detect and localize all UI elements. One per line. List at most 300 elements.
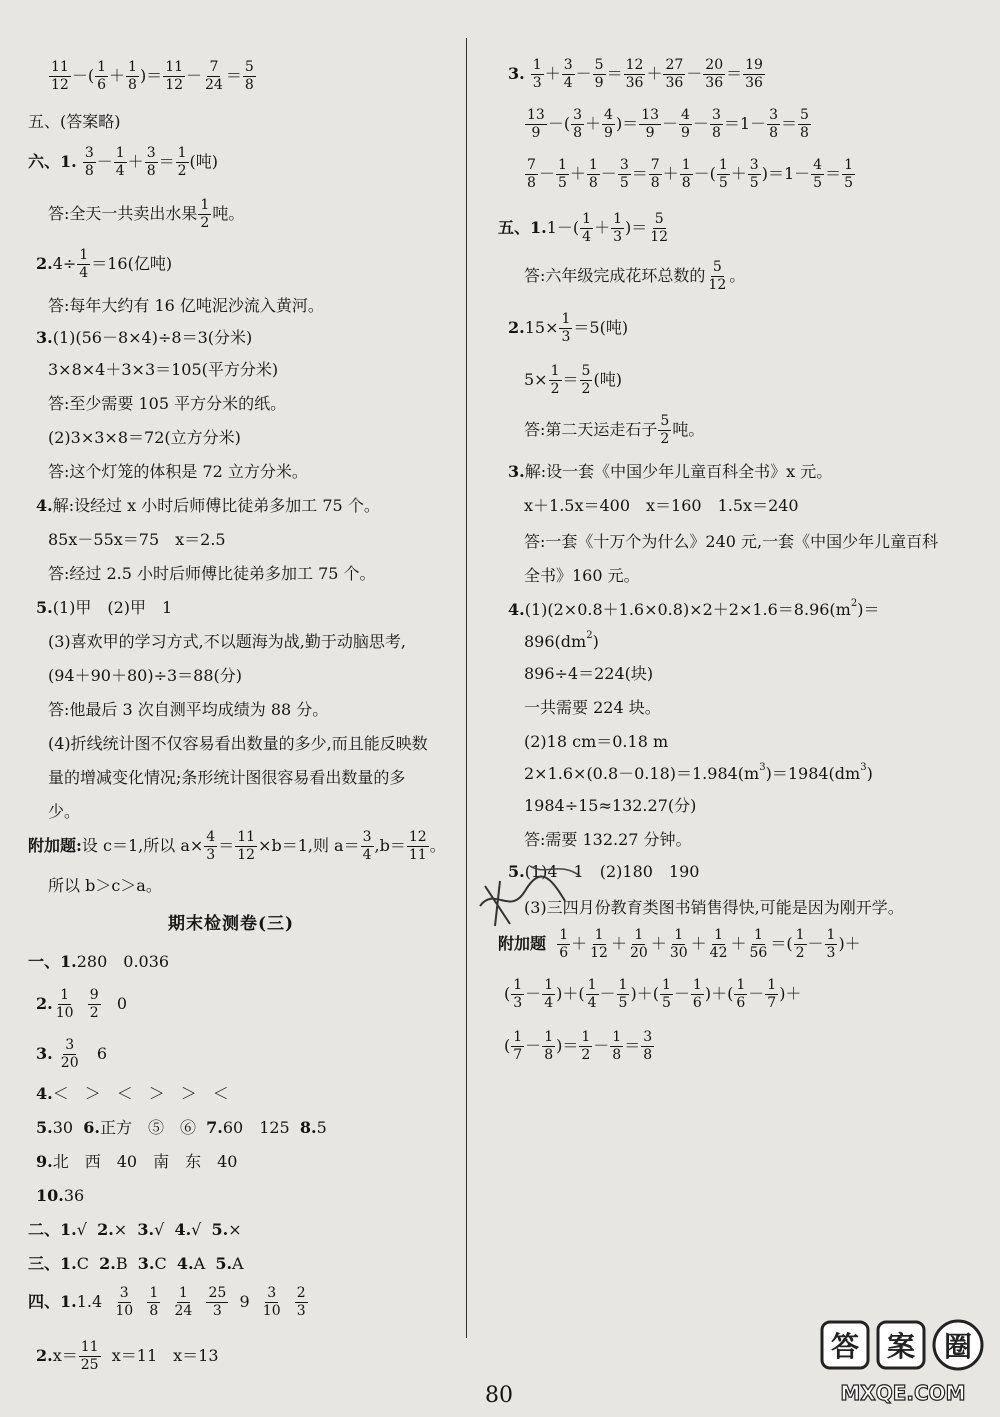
expr — [530, 58, 766, 91]
text: ＜ ＞ ＜ ＞ ＞ ＜ — [52, 1084, 229, 1103]
text: √ — [154, 1220, 165, 1239]
fraction: $\frac{1}{30}$ — [669, 926, 688, 961]
expr-token: ＝ — [781, 114, 798, 133]
text: (吨) — [593, 370, 622, 389]
fraction — [78, 1340, 102, 1373]
expr-token: ＋ — [610, 933, 627, 953]
fraction: $\frac{3}{4}$ — [362, 828, 372, 863]
fraction: $\frac{3}{20}$ — [60, 1036, 79, 1071]
text: 答:第二天运走石子 — [524, 420, 658, 439]
superscript: 2 — [586, 630, 593, 641]
line-r16: 一共需要 224 块。 — [524, 698, 661, 717]
line-r04 — [498, 210, 671, 245]
fraction: $\frac{11}{12}$ — [237, 828, 256, 863]
text: 吨。 — [672, 420, 705, 439]
text: (1)甲 (2)甲 1 — [52, 598, 173, 617]
fraction: $\frac{1}{2}$ — [177, 144, 187, 179]
fraction: $\frac{13}{9}$ — [527, 106, 545, 141]
expr-token: )＋( — [630, 984, 659, 1003]
item-label: 附加题: — [28, 836, 82, 855]
fraction — [87, 988, 102, 1021]
fraction: $\frac{5}{8}$ — [800, 106, 809, 141]
item-label: 四、1. — [28, 1292, 77, 1311]
expr-token: －( — [71, 66, 95, 85]
text: A — [232, 1254, 244, 1273]
fraction: $\frac{1}{24}$ — [174, 1284, 193, 1319]
item-label: 2. — [36, 254, 53, 273]
fraction: $\frac{3}{8}$ — [146, 144, 156, 179]
line-r09 — [508, 460, 832, 484]
line-l22 — [28, 828, 446, 863]
item-label: 2. — [36, 1346, 53, 1365]
page-number: 80 — [485, 1383, 513, 1408]
fraction: $\frac{1}{3}$ — [532, 56, 542, 91]
fraction: $\frac{25}{3}$ — [208, 1284, 227, 1319]
expr-token: ＋ — [662, 164, 679, 183]
expr-token: ( — [504, 984, 511, 1003]
fraction — [548, 364, 563, 397]
expr-token: ＝( — [770, 933, 793, 953]
item-label: 五、1. — [498, 218, 547, 237]
expr-token: ＋ — [127, 151, 144, 171]
fraction: $\frac{4}{9}$ — [604, 106, 613, 141]
fraction — [579, 364, 594, 397]
line-l16: (3)喜欢甲的学习方式,不以题海为战,勤于动脑思考, — [48, 632, 406, 651]
expr-token: ＋ — [585, 114, 602, 133]
fraction: $\frac{27}{36}$ — [665, 56, 684, 91]
fraction — [205, 1286, 229, 1319]
fraction: $\frac{19}{36}$ — [745, 56, 763, 91]
text: )＝1984(dm — [765, 764, 861, 783]
fraction: $\frac{1}{8}$ — [149, 1284, 159, 1319]
line-l08: 3×8×4＋3×3＝105(平方分米) — [48, 360, 279, 379]
fraction: $\frac{1}{5}$ — [557, 156, 567, 191]
superscript: 3 — [860, 762, 867, 773]
text: x＝ — [52, 1346, 78, 1365]
text: 1.4 — [76, 1292, 103, 1311]
expr-token: ＋ — [730, 933, 747, 953]
text: ×b＝1,则 a＝ — [258, 836, 360, 855]
item-label: 4. — [36, 1084, 53, 1103]
watermark-char-1: 答 — [830, 1330, 860, 1363]
expr-token: － — [686, 63, 703, 83]
line-l04 — [48, 196, 245, 231]
text: 吨。 — [212, 204, 245, 223]
line-l24 — [28, 950, 169, 974]
item-label: 4. — [174, 1220, 192, 1239]
fraction: $\frac{1}{5}$ — [618, 976, 628, 1011]
fraction: $\frac{13}{9}$ — [641, 106, 660, 141]
text: 896(dm — [524, 632, 587, 651]
item-label: 4. — [176, 1254, 194, 1273]
expr-token: － — [593, 1036, 610, 1055]
line-r12: 全书》160 元。 — [524, 566, 640, 585]
watermark-char-2: 案 — [886, 1330, 916, 1363]
expr-token: ＋ — [109, 66, 126, 85]
line-l14: 答:经过 2.5 小时后师傅比徒弟多加工 75 个。 — [48, 564, 376, 583]
expr-token: )＋ — [779, 984, 802, 1003]
fraction: $\frac{11}{25}$ — [80, 1338, 99, 1373]
item-label: 5. — [508, 862, 525, 881]
item-label: 9. — [36, 1152, 53, 1171]
expr-token: － — [96, 151, 113, 171]
fraction: $\frac{12}{36}$ — [625, 56, 644, 91]
text: (1)4 1 (2)180 190 — [524, 862, 700, 881]
expr-token: － — [525, 984, 542, 1003]
fraction: $\frac{3}{4}$ — [563, 56, 573, 91]
expr-token: ＝ — [624, 1036, 641, 1055]
item-label: 5. — [211, 1220, 229, 1239]
item-label: 2. — [36, 994, 53, 1013]
fraction — [53, 988, 77, 1021]
line-r13 — [508, 598, 879, 622]
fraction: $\frac{12}{11}$ — [408, 828, 427, 863]
item-label: 2. — [508, 318, 525, 337]
fraction: $\frac{3}{8}$ — [711, 106, 721, 141]
fraction: $\frac{1}{7}$ — [513, 1028, 523, 1063]
fraction: $\frac{5}{12}$ — [650, 210, 669, 245]
text: × — [228, 1220, 242, 1239]
expr-token: (吨) — [189, 151, 219, 171]
text: C — [76, 1254, 89, 1273]
fraction: $\frac{3}{8}$ — [573, 106, 582, 141]
fraction: $\frac{1}{4}$ — [582, 210, 592, 245]
fraction: $\frac{1}{42}$ — [709, 926, 728, 961]
line-r05 — [524, 258, 746, 293]
fraction: $\frac{1}{6}$ — [736, 976, 746, 1011]
line-l32 — [28, 1252, 244, 1276]
text: 解:设经过 x 小时后师傅比徒弟多加工 75 个。 — [52, 496, 380, 515]
line-r08 — [524, 412, 705, 447]
watermark-logo-icon — [818, 1318, 988, 1408]
line-l20: 量的增减变化情况;条形统计图很容易看出数量的多 — [48, 768, 406, 787]
fraction: $\frac{1}{3}$ — [826, 926, 836, 961]
expr-token: ＋ — [730, 164, 747, 183]
item-label: 附加题 — [498, 934, 547, 953]
fraction: $\frac{1}{5}$ — [718, 156, 728, 191]
expr-token: ＝1－ — [723, 114, 767, 133]
section-title: 期末检测卷(三) — [168, 914, 295, 934]
line-r17: (2)18 cm＝0.18 m — [524, 732, 669, 751]
text: C — [154, 1254, 167, 1273]
expr-token: － — [575, 63, 592, 83]
line-l27 — [36, 1082, 229, 1106]
text: 4÷ — [52, 254, 77, 273]
line-l19: (4)折线统计图不仅容易看出数量的多少,而且能反映数 — [48, 734, 428, 753]
line-l06: 答:每年大约有 16 亿吨泥沙流入黄河。 — [48, 296, 324, 315]
line-l33 — [28, 1284, 309, 1319]
line-l15 — [36, 596, 172, 620]
item-label: 5. — [36, 598, 53, 617]
fraction: $\frac{7}{24}$ — [205, 58, 223, 93]
text: 答:六年级完成花环总数的 — [524, 266, 706, 285]
column-divider — [466, 38, 467, 1338]
text: B — [115, 1254, 128, 1273]
line-r19: 1984÷15≈132.27(分) — [524, 796, 697, 815]
item-label: 3. — [36, 328, 53, 347]
text: 2×1.6×(0.8－0.18)＝1.984(m — [524, 764, 760, 783]
text: √ — [191, 1220, 202, 1239]
item-label: 三、1. — [28, 1254, 77, 1273]
fraction: $\frac{1}{10}$ — [55, 986, 74, 1021]
expr-token: ＝ — [726, 63, 743, 83]
line-l17: (94＋90＋80)÷3＝88(分) — [48, 666, 242, 685]
line-l23: 所以 b＞c＞a。 — [48, 876, 162, 895]
text: 60 125 — [222, 1118, 290, 1137]
fraction — [705, 260, 729, 293]
superscript: 2 — [850, 598, 858, 609]
item-label: 4. — [36, 496, 53, 515]
fraction: $\frac{1}{2}$ — [795, 926, 805, 961]
fraction: $\frac{3}{8}$ — [84, 144, 94, 179]
watermark-domain: MXQE.COM — [840, 1381, 966, 1405]
expr-token: － — [692, 114, 709, 133]
expr-token: )＋( — [704, 984, 734, 1003]
line-l11: 答:这个灯笼的体积是 72 立方分米。 — [48, 462, 308, 481]
expr-token: ＋ — [594, 217, 611, 237]
text: ＝ — [218, 836, 235, 855]
expr-token: )＝ — [625, 217, 648, 237]
item-label: 8. — [299, 1118, 317, 1137]
text: 解:设一套《中国少年儿童百科全书》x 元。 — [524, 462, 833, 481]
line-l12 — [36, 494, 380, 518]
text: 北 西 40 南 东 40 — [52, 1152, 238, 1171]
fraction: $\frac{1}{8}$ — [128, 58, 137, 93]
line-l03 — [28, 144, 219, 179]
fraction — [146, 1286, 161, 1319]
expr-token: ＋ — [569, 164, 586, 183]
line-r10: x＋1.5x＝400 x＝160 1.5x＝240 — [524, 496, 799, 515]
line-r03 — [524, 156, 856, 191]
expr-token: － — [538, 164, 555, 183]
expr-token: － — [673, 984, 690, 1003]
fraction: $\frac{3}{10}$ — [262, 1284, 281, 1319]
fraction — [197, 198, 212, 231]
fraction: $\frac{1}{8}$ — [681, 156, 691, 191]
fraction — [58, 1038, 82, 1071]
expr-token: ＝ — [606, 63, 623, 83]
item-label: 6. — [83, 1118, 100, 1137]
fraction: $\frac{1}{5}$ — [844, 156, 854, 191]
item-label: 5. — [215, 1254, 233, 1273]
item-label: 3. — [508, 64, 525, 83]
line-l30 — [36, 1184, 84, 1208]
text: 设 c＝1,所以 a× — [81, 836, 204, 855]
expr-token: ＝ — [825, 164, 842, 183]
text: A — [193, 1254, 206, 1273]
expr-token: ＝ — [158, 151, 175, 171]
expr — [82, 146, 218, 179]
line-r11: 答:一套《十万个为什么》240 元,一套《中国少年儿童百科 — [524, 532, 939, 551]
expr-token: － — [748, 984, 765, 1003]
fraction: $\frac{5}{2}$ — [660, 412, 670, 447]
expr — [556, 928, 861, 961]
text: 30 — [52, 1118, 74, 1137]
fraction — [406, 830, 430, 863]
text: 15× — [524, 318, 559, 337]
text: 5 — [316, 1118, 327, 1137]
fraction: $\frac{1}{4}$ — [79, 246, 89, 281]
fraction: $\frac{1}{3}$ — [513, 976, 523, 1011]
line-r24 — [504, 976, 802, 1011]
fraction — [294, 1286, 309, 1319]
fraction: $\frac{1}{5}$ — [661, 976, 671, 1011]
item-label: 7. — [206, 1118, 223, 1137]
line-l29 — [36, 1150, 237, 1174]
fraction: $\frac{1}{2}$ — [200, 196, 210, 231]
fraction: $\frac{7}{8}$ — [527, 156, 536, 191]
fraction — [171, 1286, 195, 1319]
line-l28 — [36, 1116, 327, 1140]
fraction — [203, 830, 218, 863]
expr-token: )＝ — [556, 1036, 579, 1055]
fraction — [76, 248, 91, 281]
item-label: 5. — [36, 1118, 53, 1137]
fraction: $\frac{3}{8}$ — [643, 1028, 653, 1063]
fraction: $\frac{1}{6}$ — [97, 58, 106, 93]
line-r15: 896÷4＝224(块) — [524, 664, 654, 683]
line-l18: 答:他最后 3 次自测平均成绩为 88 分。 — [48, 700, 329, 719]
text: (1)(56－8×4)÷8＝3(分米) — [52, 328, 253, 347]
line-r07 — [524, 362, 622, 397]
fraction: $\frac{1}{20}$ — [629, 926, 648, 961]
item-label: 一、1. — [28, 952, 77, 971]
fraction — [260, 1286, 284, 1319]
fraction: $\frac{1}{56}$ — [749, 926, 768, 961]
line-r14 — [524, 630, 599, 654]
fraction: $\frac{1}{8}$ — [544, 1028, 554, 1063]
fraction: $\frac{1}{2}$ — [581, 1028, 591, 1063]
text: ,b＝ — [374, 836, 406, 855]
line-l09: 答:至少需要 105 平方分米的纸。 — [48, 394, 287, 413]
line-r18 — [524, 762, 873, 786]
expr-token: －( — [693, 164, 716, 183]
expr-token: － — [186, 66, 203, 85]
fraction: $\frac{20}{36}$ — [705, 56, 724, 91]
text: )＝ — [857, 600, 880, 619]
fraction: $\frac{3}{10}$ — [115, 1284, 134, 1319]
line-r25 — [504, 1028, 655, 1063]
fraction: $\frac{1}{3}$ — [613, 210, 623, 245]
superscript: 3 — [759, 762, 766, 773]
line-l31 — [28, 1218, 242, 1242]
item-label: 4. — [508, 600, 525, 619]
expr-token: )＋ — [838, 933, 861, 953]
line-r20: 答:需要 132.27 分钟。 — [524, 830, 692, 849]
fraction: $\frac{1}{4}$ — [544, 976, 554, 1011]
fraction: $\frac{5}{8}$ — [244, 58, 254, 93]
text: 36 — [63, 1186, 85, 1205]
line-l25 — [36, 986, 128, 1021]
line-l02: 五、(答案略) — [28, 112, 121, 131]
fraction: $\frac{5}{12}$ — [708, 258, 727, 293]
expr-token: )＝ — [139, 66, 163, 85]
line-r02 — [524, 106, 812, 141]
text: ) — [866, 764, 873, 783]
expr-token: － — [525, 1036, 542, 1055]
fraction: $\frac{1}{2}$ — [550, 362, 560, 397]
fraction: $\frac{5}{2}$ — [581, 362, 591, 397]
text: 9 — [239, 1292, 250, 1311]
fraction: $\frac{11}{12}$ — [165, 58, 184, 93]
fraction: $\frac{1}{4}$ — [587, 976, 597, 1011]
fraction: $\frac{2}{3}$ — [296, 1284, 306, 1319]
expr-token: －( — [547, 114, 571, 133]
item-label: 3. — [137, 1220, 155, 1239]
fraction: $\frac{1}{6}$ — [692, 976, 702, 1011]
fraction: $\frac{4}{5}$ — [813, 156, 823, 191]
fraction: $\frac{11}{12}$ — [51, 58, 69, 93]
expr-token: 1－( — [546, 217, 580, 237]
item-label: 2. — [99, 1254, 116, 1273]
item-label: 二、1. — [28, 1220, 77, 1239]
expr-token: ＋ — [571, 933, 588, 953]
text: 6 — [96, 1044, 108, 1063]
expr-token: ( — [504, 1036, 511, 1055]
fraction: $\frac{3}{8}$ — [769, 106, 778, 141]
expr-token: ＝ — [631, 164, 648, 183]
text: ＝16(亿吨) — [91, 254, 173, 273]
fraction: $\frac{5}{9}$ — [594, 56, 604, 91]
expr-token: ＋ — [650, 933, 667, 953]
expr-token: － — [600, 164, 617, 183]
fraction: $\frac{7}{8}$ — [650, 156, 660, 191]
text: 。 — [729, 266, 746, 285]
line-l34 — [36, 1338, 219, 1373]
text: ＝ — [562, 370, 579, 389]
fraction — [657, 414, 672, 447]
fraction: $\frac{1}{7}$ — [767, 976, 777, 1011]
expr-token: ＝ — [225, 66, 242, 85]
fraction: $\frac{1}{12}$ — [590, 926, 608, 961]
item-label: 3. — [508, 462, 525, 481]
text: (1)(2×0.8＋1.6×0.8)×2＋2×1.6＝8.96(m — [524, 600, 851, 619]
line-r01 — [508, 56, 766, 91]
handwritten-stamp-icon — [470, 846, 590, 936]
line-l07 — [36, 326, 252, 350]
line-r06 — [508, 310, 629, 345]
fraction: $\frac{3}{5}$ — [619, 156, 629, 191]
expr-token: ＋ — [544, 63, 561, 83]
expr-token: )＝ — [615, 114, 639, 133]
fraction: $\frac{1}{8}$ — [612, 1028, 622, 1063]
item-label: 六、1. — [28, 152, 77, 171]
fraction — [234, 830, 258, 863]
expr-token: － — [662, 114, 679, 133]
text: 正方 ⑤ ⑥ — [99, 1118, 196, 1137]
item-label: 3. — [36, 1044, 53, 1063]
line-l01 — [48, 58, 257, 93]
line-l10: (2)3×3×8＝72(立方分米) — [48, 428, 241, 447]
line-l13: 85x－55x＝75 x＝2.5 — [48, 530, 226, 549]
text: x＝11 x＝13 — [111, 1346, 219, 1365]
text: ) — [592, 632, 599, 651]
line-l26 — [36, 1036, 108, 1071]
line-r22: (3)三四月份教育类图书销售得快,可能是因为刚开学。 — [524, 898, 904, 917]
fraction: $\frac{1}{3}$ — [561, 310, 571, 345]
fraction: $\frac{1}{8}$ — [588, 156, 598, 191]
text: 。 — [429, 836, 446, 855]
fraction: $\frac{1}{4}$ — [115, 144, 125, 179]
line-l05 — [36, 246, 173, 281]
watermark-char-3: 圈 — [943, 1330, 973, 1363]
fraction: $\frac{9}{2}$ — [89, 986, 99, 1021]
text: 0 — [116, 994, 128, 1013]
text: √ — [76, 1220, 87, 1239]
text: × — [113, 1220, 128, 1239]
text: 5× — [524, 370, 548, 389]
fraction — [558, 312, 573, 345]
